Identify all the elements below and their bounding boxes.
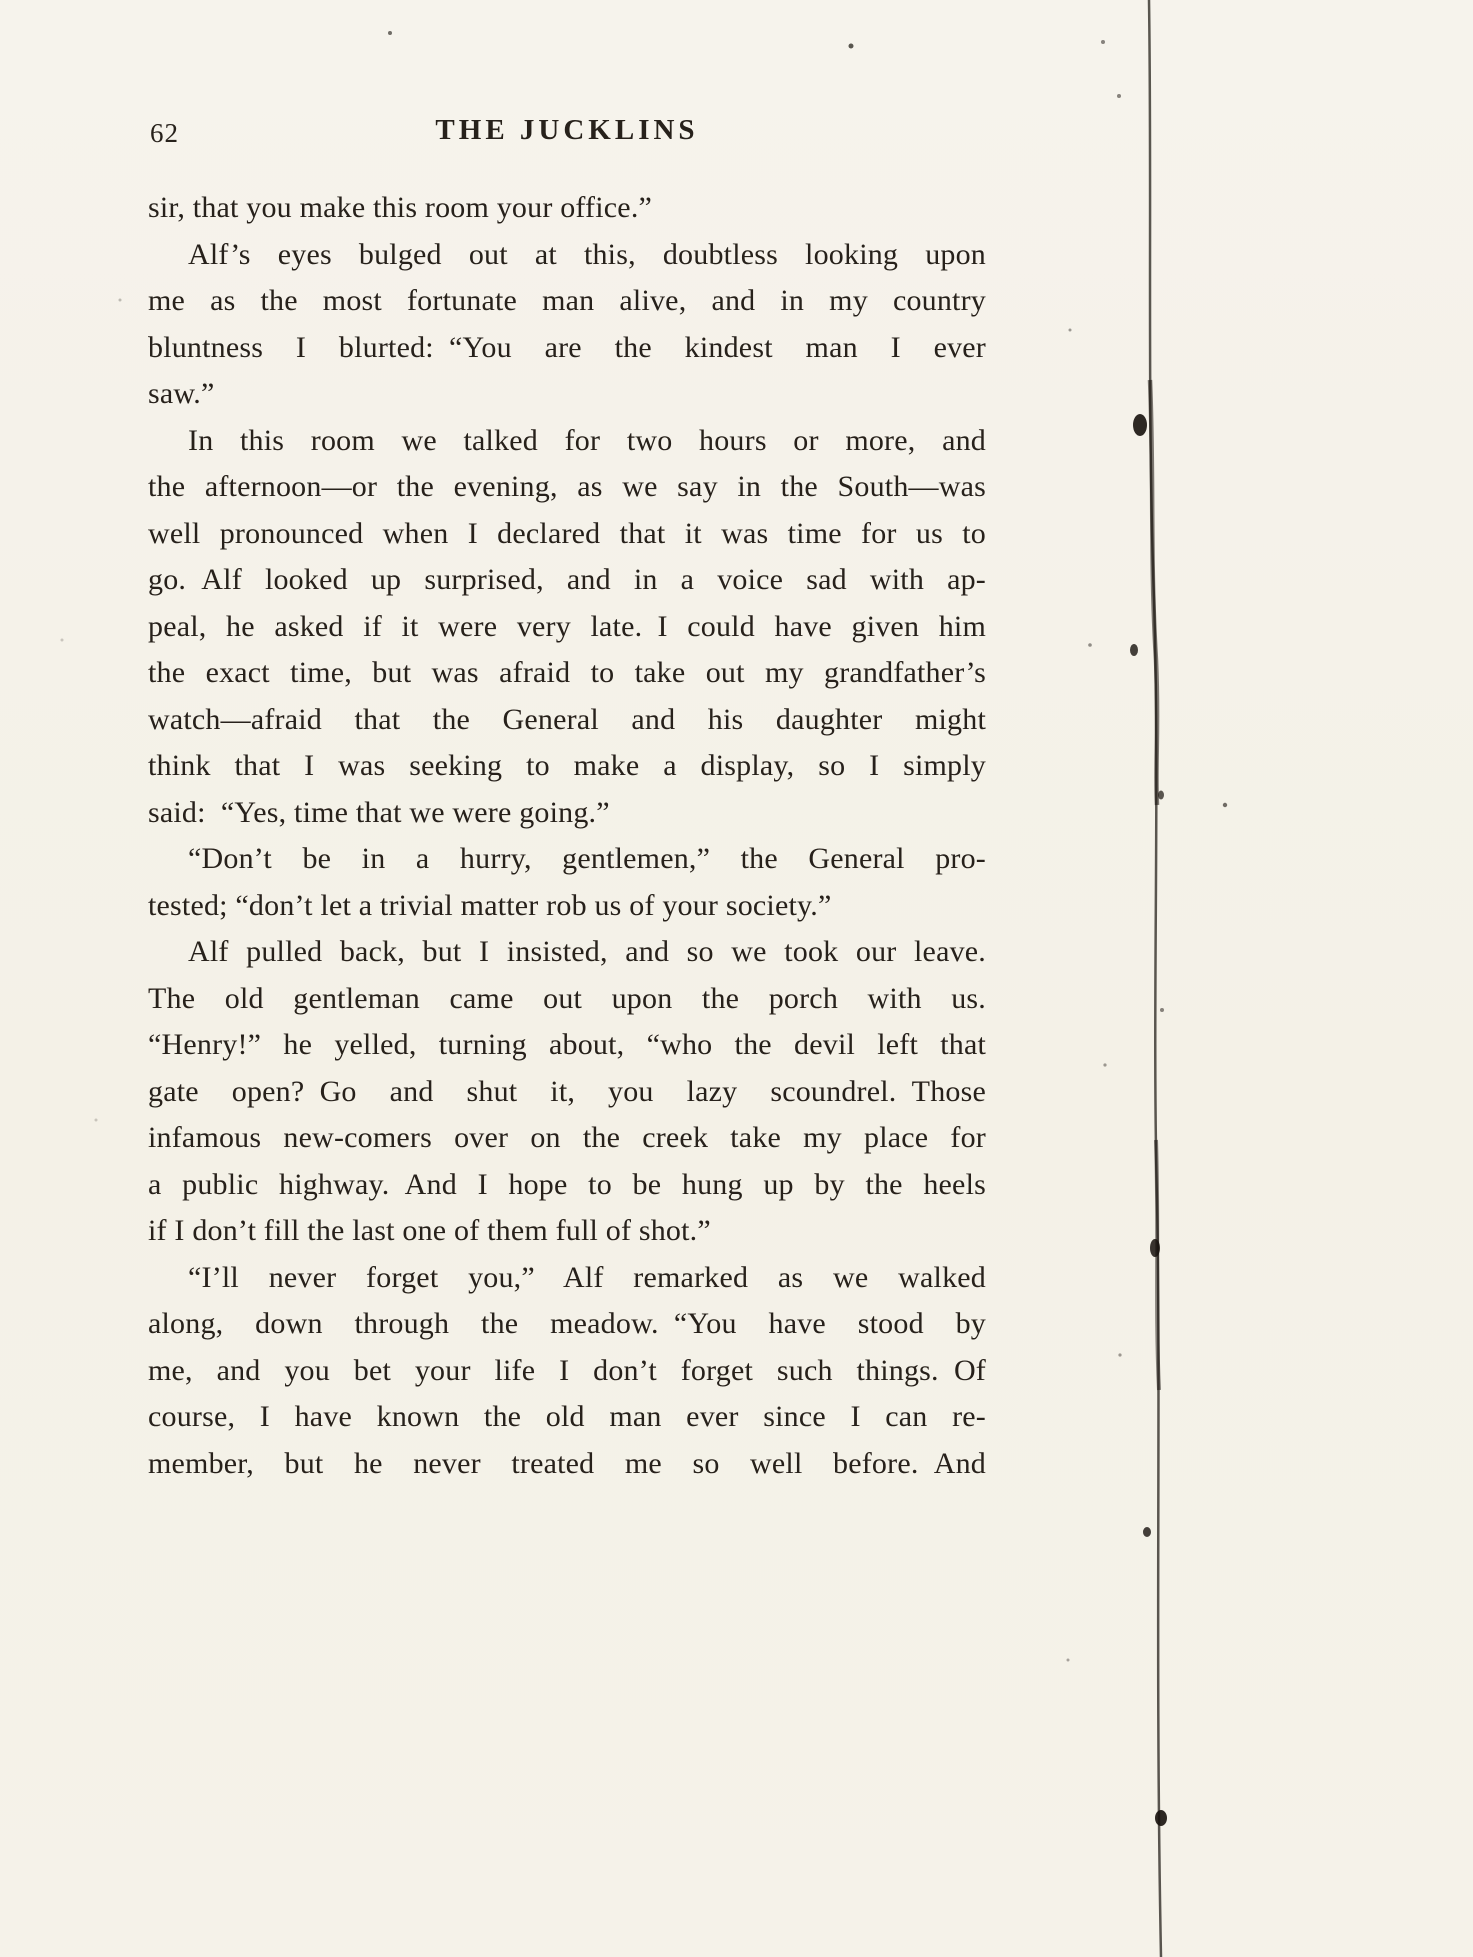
paragraph bbox=[148, 418, 986, 837]
scan-speck bbox=[1067, 1659, 1070, 1662]
text-line: me as the most fortunate man alive, and in my country bbox=[148, 284, 986, 317]
text-line: member, but he never treated me so well before. And bbox=[148, 1446, 986, 1480]
text-line: “Don’t be in a hurry, gentlemen,” the General pro- bbox=[188, 842, 986, 875]
text-line: infamous new-comers over on the creek take my place for bbox=[148, 1121, 986, 1154]
scan-speck bbox=[1101, 40, 1105, 44]
text-line: if I don’t fill the last one of them full of shot.” bbox=[148, 1214, 711, 1247]
scan-speck bbox=[1158, 791, 1164, 800]
text-line: watch—afraid that the General and his daughter might bbox=[148, 702, 986, 736]
text-line: along, down through the meadow. “You have stood by bbox=[148, 1307, 986, 1340]
page-body bbox=[148, 185, 986, 1487]
running-title: THE JUCKLINS bbox=[435, 114, 699, 146]
page-edge-streak-thick-2 bbox=[1156, 1140, 1159, 1390]
text-line: me, and you bet your life I don’t forget such things. Of bbox=[148, 1353, 986, 1387]
scan-speck bbox=[1150, 1239, 1160, 1257]
scan-speck bbox=[849, 44, 854, 49]
text-line: sir, that you make this room your office.” bbox=[148, 191, 653, 224]
scan-speck bbox=[1117, 94, 1121, 98]
text-line: In this room we talked for two hours or more, and bbox=[188, 423, 986, 457]
text-line: Alf’s eyes bulged out at this, doubtless looking upon bbox=[188, 237, 986, 271]
scan-speck bbox=[1155, 1810, 1167, 1826]
text-line: a public highway. And I hope to be hung up by the heels bbox=[148, 1167, 986, 1201]
scan-speck bbox=[1118, 1353, 1121, 1356]
scan-speck bbox=[119, 299, 122, 302]
text-line: tested; “don’t let a trivial matter rob us of your society.” bbox=[148, 888, 832, 922]
scan-speck bbox=[1143, 1527, 1151, 1537]
text-line: well pronounced when I declared that it was time for us to bbox=[148, 516, 986, 550]
text-line: Alf pulled back, but I insisted, and so we took our leave. bbox=[188, 935, 986, 968]
text-line: gate open? Go and shut it, you lazy scoundrel. Those bbox=[148, 1074, 986, 1108]
text-line: saw.” bbox=[148, 377, 215, 410]
text-line: peal, he asked if it were very late. I could have given him bbox=[148, 609, 986, 643]
paragraph bbox=[148, 929, 986, 1255]
scan-speck bbox=[1160, 1008, 1164, 1012]
text-line: said: “Yes, time that we were going.” bbox=[148, 795, 610, 829]
scan-speck bbox=[1133, 414, 1147, 436]
text-line: think that I was seeking to make a display, so I simply bbox=[148, 749, 986, 782]
page-edge-streak-thick-1 bbox=[1150, 380, 1157, 805]
page-header bbox=[148, 114, 986, 156]
scan-speck bbox=[95, 1119, 98, 1122]
scan-speck bbox=[1069, 329, 1072, 332]
page-number: 62 bbox=[150, 118, 179, 148]
text-line: go. Alf looked up surprised, and in a voice sad with ap- bbox=[148, 563, 986, 596]
scan-speck bbox=[1223, 803, 1227, 807]
scan-speck bbox=[1088, 643, 1092, 647]
paragraph bbox=[148, 1255, 986, 1488]
text-line: The old gentleman came out upon the porch with us. bbox=[148, 981, 986, 1015]
paragraph bbox=[148, 232, 986, 418]
paragraph bbox=[148, 185, 986, 232]
scan-speck bbox=[388, 31, 392, 35]
page-edge-streak bbox=[1149, 0, 1161, 1957]
text-line: “Henry!” he yelled, turning about, “who the devil left that bbox=[148, 1028, 986, 1061]
scan-speck bbox=[61, 639, 64, 642]
text-line: the exact time, but was afraid to take out my grandfather’s bbox=[148, 656, 986, 689]
text-line: bluntness I blurted: “You are the kindest man I ever bbox=[148, 330, 986, 364]
text-line: the afternoon—or the evening, as we say in the South—was bbox=[148, 470, 986, 503]
paragraph bbox=[148, 836, 986, 929]
scan-speck bbox=[1103, 1063, 1106, 1066]
text-line: “I’ll never forget you,” Alf remarked as we walked bbox=[188, 1260, 986, 1294]
scan-speck bbox=[1130, 644, 1138, 656]
text-line: course, I have known the old man ever since I can re- bbox=[148, 1400, 986, 1433]
